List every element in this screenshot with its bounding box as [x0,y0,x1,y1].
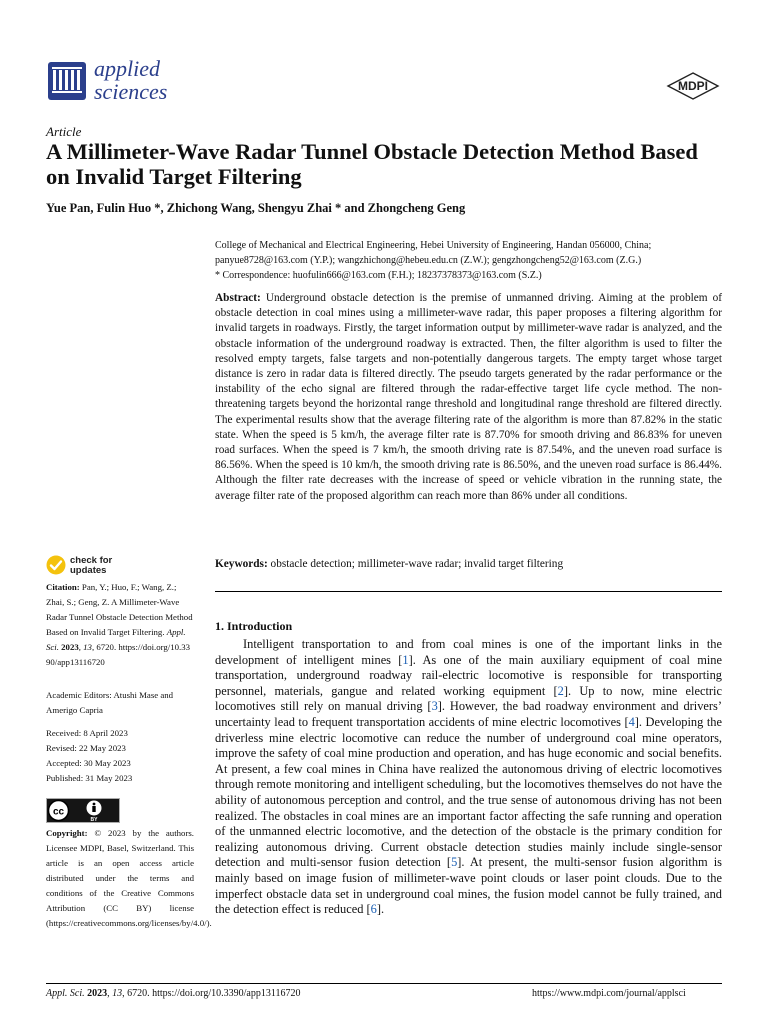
copyright-notice [46,826,212,931]
affiliation-line: College of Mechanical and Electrical Engineering, Hebei University of Engineering, Handan 056000, China; [215,240,652,251]
journal-logo[interactable] [48,56,248,104]
ref-link-6[interactable]: 6 [370,902,377,917]
abstract [215,291,722,504]
intro-paragraph: Intelligent transportation to and from coal mines is one of the important links in the development of intelligent mines [1]. As one of the main auxiliary equipment of coal mine transportation, underground roadway rail-electric locomotive is responsible for transporting personnel, materials, gangue and related working equipment [2]. Up to now, mine electric locomotives still rely on manual driving [3]. However, the bad roadway environment and drivers’ uncertainty lead to frequent transportation accidents of mine electric locomotives [4]. Developing the driverless mine electric locomotive can reduce the number of underground coal mine operators, improve the safety of coal mine production and operation, and has huge economic and social benefits. At present, a few coal mines in China have realized the autonomous driving of electric locomotives through remote monitoring and intelligent scheduling, but the locomotives themselves do not have the ability of autonomous perception and control, and the true sense of autonomous driving has not been realized. The obstacles in coal mines are an important factor affecting the safe running and operation of the unmanned electric locomotive, and the detection of the obstacle is the primary condition for realizing autonomous driving. Current obstacle detection studies mainly include single-sensor detection and multi-sensor fusion detection [5]. At present, the multi-sensor fusion algorithm is mainly based on image fusion of millimeter-wave point clouds or laser point clouds. Due to the imperfect obstacle data set in underground coal mines, the fusion model cannot be fully trained, and the detection effect is reduced [6]. [215,637,723,917]
citation-year: 2023 [61,642,79,652]
citation-volume: 13 [83,642,92,652]
mdpi-logo[interactable] [666,72,720,100]
svg-text:BY: BY [90,817,98,823]
abstract-label: Abstract: [215,292,261,304]
svg-text:cc: cc [52,806,65,818]
academic-editors [46,688,194,718]
footer-citation: Appl. Sci. 2023, 13, 6720. https://doi.org/10.3390/app13116720 [46,988,301,999]
ref-link-5[interactable]: 5 [451,855,458,870]
article-type: Article [46,124,82,139]
citation-label: Citation: [46,582,80,592]
journal-name: applied sciences [94,56,168,104]
footer-divider [46,983,722,984]
editors-text: Atushi Mase and Amerigo Capria [46,690,174,715]
journal-emblem-icon [48,62,86,100]
citation: Citation: Pan, Y.; Huo, F.; Wang, Z.; Zhai, S.; Geng, Z. A Millimeter-Wave Radar Tunnel Obstacle Detection Method Based on Invalid Target Filtering. Appl. Sci. 2023, 13, 6720. https://doi.org/10.3390/app13116720 [46,582,193,667]
divider [215,591,722,592]
cc-by-license-icon[interactable] [46,798,120,823]
ref-link-2[interactable]: 2 [557,683,564,698]
check-updates-label: check for updates [70,555,113,576]
publication-dates [46,726,194,786]
author-list: Yue Pan, Fulin Huo *, Zhichong Wang, Shengyu Zhai * and Zhongcheng Geng [46,201,466,215]
affiliations [215,238,725,283]
keywords [215,558,722,570]
introduction-body [215,637,722,918]
date-revised: Revised: 22 May 2023 [46,743,126,753]
copyright-label: Copyright: [46,828,88,838]
citation-journal: Appl. Sci. [46,627,186,652]
article-title: A Millimeter-Wave Radar Tunnel Obstacle Detection Method Based on Invalid Target Filtering [46,139,698,189]
ref-link-3[interactable]: 3 [431,699,438,714]
check-for-updates-button[interactable] [46,554,136,578]
ref-link-4[interactable]: 4 [628,714,635,729]
date-accepted: Accepted: 30 May 2023 [46,758,131,768]
check-updates-icon [46,555,66,575]
date-published: Published: 31 May 2023 [46,773,133,783]
abstract-text: Underground obstacle detection is the premise of unmanned driving. Aiming at the problem of obstacle detection in coal mines using a millimeter-wave radar, this paper proposes a filtering algorithm for invalid targets in roadways. Firstly, the target information output by millimeter-wave radar is analyzed, and the obstacle information of the underground roadway is extracted. Then, the filter algorithm is used to filter the resolved empty targets, false targets and non-potentially dangerous targets. The empty target whose target distance is zero in radar data is filtered directly. The pseudo targets generated by the radar performance or the instability of the echo signal are filtered through the radar-effective target life cycle method. The non-threatening targets beyond the horizontal range threshold and longitudinal range threshold are filtered directly. The experimental results show that the average filtering rate of the algorithm is more than 87.82% in the static state. When the speed is 5 km/h, the average filter rate is 87.70% for smooth driving and 86.83% for uneven road surfaces. When the speed is 7 km/h, the smooth driving rate is 87.54%, and the uneven road surface is 86.56%. When the speed is 10 km/h, the smooth driving rate is 86.50%, and the uneven road surface is 86.44%. Although the filter rate decreases with the increase of speed or vehicle vibration in the running state, the average filter rate of the proposed algorithm can reach more than 86% under all conditions. [215,292,722,502]
citation-text: Pan, Y.; Huo, F.; Wang, Z.; Zhai, S.; Geng, Z. A Millimeter-Wave Radar Tunnel Obstacle Detection Method Based on Invalid Target Filtering. [46,582,193,637]
mdpi-logo-text: MDPI [678,79,708,93]
copyright-text: © 2023 by the authors. Licensee MDPI, Basel, Switzerland. This article is an open access article distributed under the terms and conditions of the Creative Commons Attribution (CC BY) license (https://creativecommons.org/licenses/by/4.0/). [46,828,212,928]
date-received: Received: 8 April 2023 [46,728,128,738]
footer-journal-url[interactable]: https://www.mdpi.com/journal/applsci [532,988,686,999]
affiliation-emails: panyue8728@163.com (Y.P.); wangzhichong@hebeu.edu.cn (Z.W.); gengzhongcheng52@163.com (Z.G.) [215,255,642,266]
correspondence: * Correspondence: huofulin666@163.com (F.H.); 18237378373@163.com (S.Z.) [215,270,542,281]
section-heading: 1. Introduction [215,619,293,633]
ref-link-1[interactable]: 1 [402,652,409,667]
keywords-text: obstacle detection; millimeter-wave radar; invalid target filtering [270,558,564,570]
citation-article: , 6720. [91,642,117,652]
editors-label: Academic Editors: [46,690,112,700]
citation-doi-link[interactable]: https://doi.org/10.3390/app13116720 [46,642,191,667]
keywords-label: Keywords: [215,558,268,570]
